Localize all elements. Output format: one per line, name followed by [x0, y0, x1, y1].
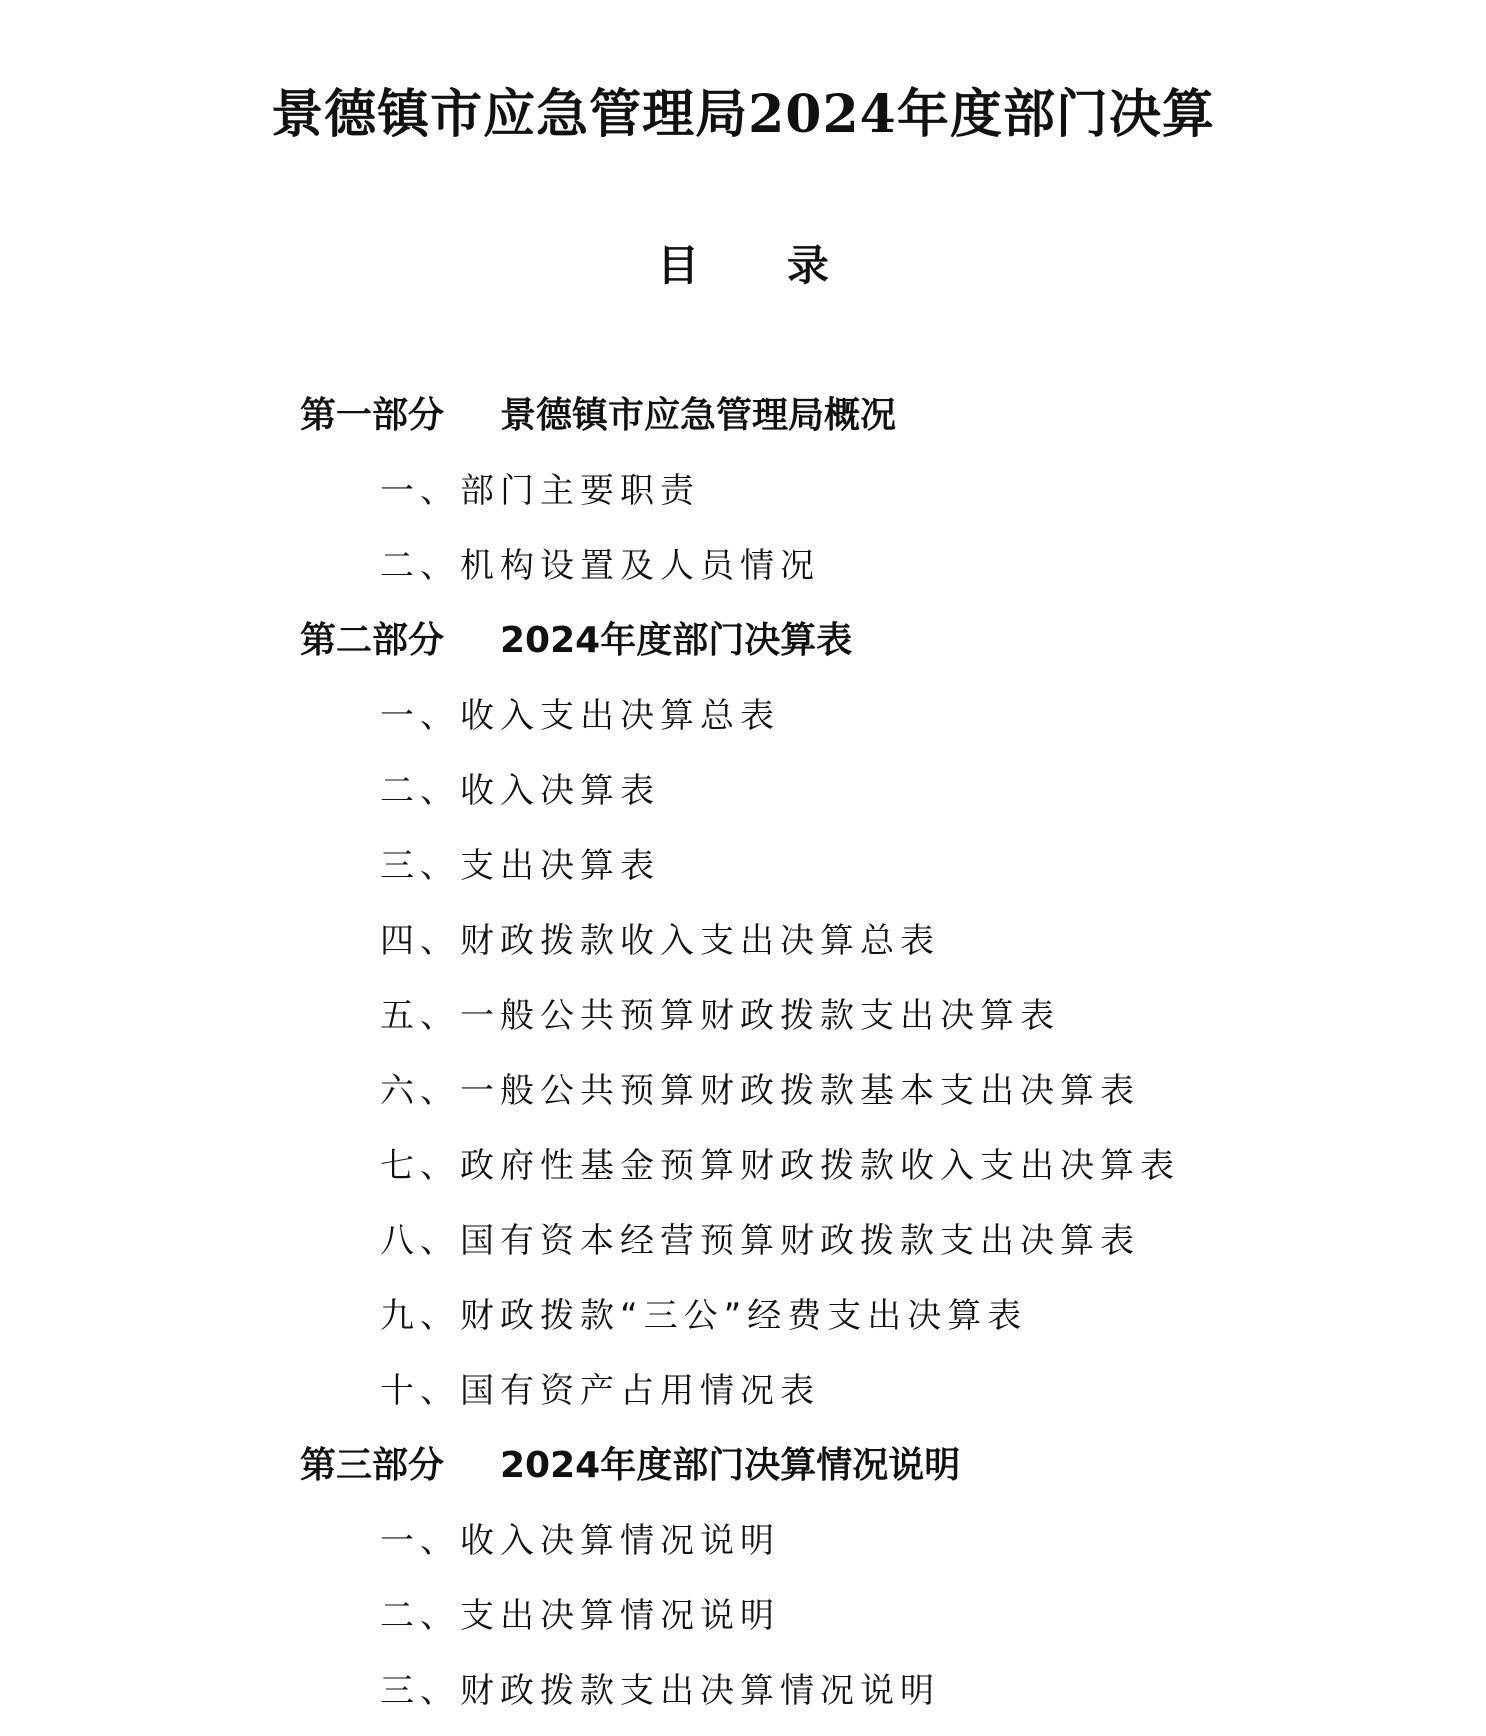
toc-part-1-label: 第一部分	[300, 395, 445, 436]
toc-part-3	[300, 1436, 1450, 1511]
toc-item: 四、财政拨款收入支出决算总表	[380, 921, 940, 961]
toc-item: 三、财政拨款支出决算情况说明	[380, 1671, 940, 1711]
toc-item: 一、收入决算情况说明	[380, 1521, 780, 1561]
toc-item: 七、政府性基金预算财政拨款收入支出决算表	[380, 1146, 1180, 1186]
toc-item: 二、机构设置及人员情况	[380, 546, 820, 586]
toc-part-2-label: 第二部分	[300, 620, 445, 661]
toc-part-3-label: 第三部分	[300, 1445, 445, 1486]
toc-part-2-title: 2024年度部门决算表	[500, 620, 853, 661]
table-of-contents	[300, 386, 1450, 1736]
toc-item: 五、一般公共预算财政拨款支出决算表	[380, 996, 1060, 1036]
toc-heading: 目 录	[657, 241, 829, 290]
toc-item: 二、支出决算情况说明	[380, 1596, 780, 1636]
toc-item: 三、支出决算表	[380, 846, 660, 886]
toc-item: 十、国有资产占用情况表	[380, 1371, 820, 1411]
toc-item: 六、一般公共预算财政拨款基本支出决算表	[380, 1071, 1140, 1111]
toc-part-1-title: 景德镇市应急管理局概况	[500, 395, 897, 436]
toc-part-2	[300, 611, 1450, 686]
toc-part-1	[300, 386, 1450, 461]
document-title: 景德镇市应急管理局2024年度部门决算	[271, 84, 1215, 145]
toc-part-3-title: 2024年度部门决算情况说明	[500, 1445, 961, 1486]
toc-item: 八、国有资本经营预算财政拨款支出决算表	[380, 1221, 1140, 1261]
toc-item: 一、收入支出决算总表	[380, 696, 780, 736]
toc-item: 一、部门主要职责	[380, 471, 700, 511]
toc-item: 二、收入决算表	[380, 771, 660, 811]
toc-item: 九、财政拨款“三公”经费支出决算表	[380, 1296, 1028, 1336]
